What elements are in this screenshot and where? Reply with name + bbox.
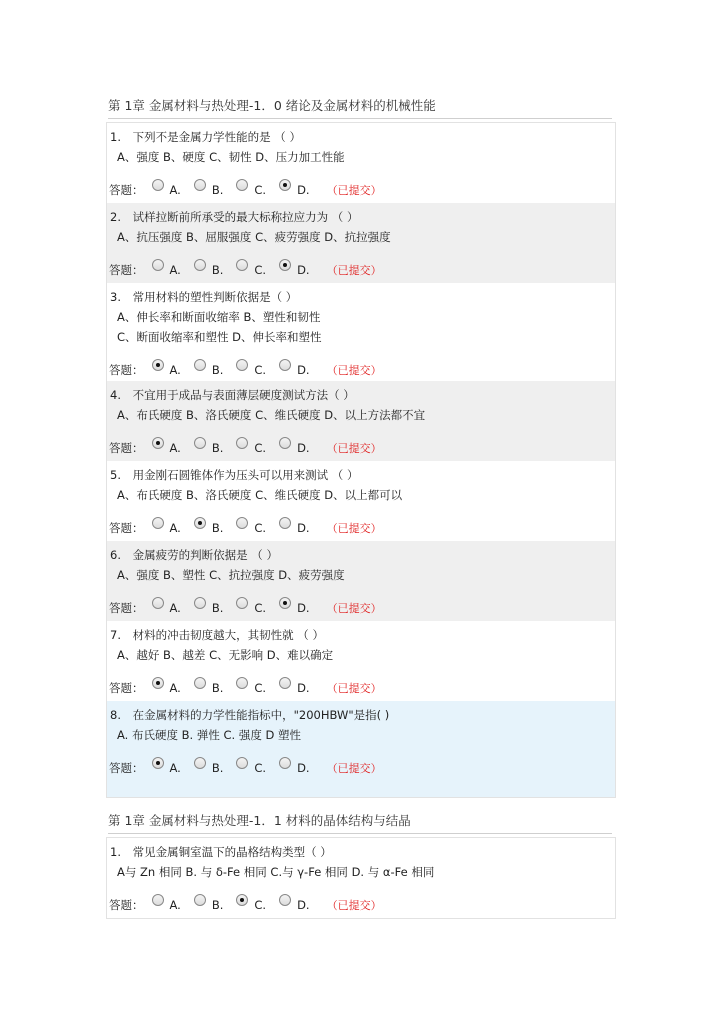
choice-letter: D. [297, 363, 310, 377]
choice-letter: A. [169, 681, 181, 695]
choice-a[interactable] [152, 521, 181, 535]
choice-a[interactable] [152, 681, 181, 695]
choice-letter: B. [211, 183, 224, 197]
question-stem [109, 842, 615, 862]
radio-button[interactable] [152, 757, 164, 769]
question-number: 2. [110, 210, 121, 224]
question-options: C、断面收缩率和塑性 D、伸长率和塑性 [117, 330, 322, 344]
answer-row [109, 167, 615, 201]
choice-d[interactable] [279, 601, 310, 615]
choice-letter: A. [169, 898, 181, 912]
radio-button[interactable] [194, 894, 206, 906]
answer-label: 答题： [109, 601, 144, 615]
submitted-status: （已提交） [326, 364, 382, 377]
question-item [107, 541, 615, 621]
radio-button[interactable] [152, 597, 164, 609]
radio-button[interactable] [152, 517, 164, 529]
answer-label: 答题： [109, 521, 144, 535]
choice-letter: D. [297, 183, 310, 197]
choice-a[interactable] [152, 601, 181, 615]
radio-button[interactable] [194, 597, 206, 609]
question-stem [109, 127, 615, 147]
choice-letter: C. [254, 601, 267, 615]
answer-label: 答题： [109, 363, 144, 377]
choice-a[interactable] [152, 441, 181, 455]
choice-b[interactable] [194, 441, 224, 455]
radio-button[interactable] [152, 894, 164, 906]
radio-button[interactable] [236, 597, 248, 609]
submitted-status: （已提交） [326, 522, 382, 535]
submitted-status: （已提交） [326, 602, 382, 615]
choice-b[interactable] [194, 681, 224, 695]
radio-button[interactable] [152, 437, 164, 449]
answer-row [109, 665, 615, 699]
radio-button[interactable] [279, 437, 291, 449]
choice-letter: A. [169, 521, 181, 535]
radio-button[interactable] [236, 179, 248, 191]
radio-button[interactable] [279, 677, 291, 689]
radio-button[interactable] [279, 359, 291, 371]
radio-button[interactable] [279, 179, 291, 191]
radio-button[interactable] [152, 179, 164, 191]
question-item [107, 283, 615, 381]
choice-letter: B. [211, 898, 224, 912]
choice-b[interactable] [194, 898, 224, 912]
choice-d[interactable] [279, 898, 310, 912]
radio-button[interactable] [236, 677, 248, 689]
question-text: 材料的冲击韧度越大，其韧性就 （ ） [128, 628, 324, 642]
choice-letter: C. [254, 681, 267, 695]
question-number: 6. [110, 548, 121, 562]
choice-a[interactable] [152, 183, 181, 197]
radio-button[interactable] [194, 359, 206, 371]
choice-a[interactable] [152, 898, 181, 912]
radio-button[interactable] [279, 894, 291, 906]
choice-letter: C. [254, 441, 267, 455]
question-text: 金属疲劳的判断依据是 （ ） [128, 548, 278, 562]
submitted-status: （已提交） [326, 682, 382, 695]
answer-row [109, 585, 615, 619]
choice-letter: A. [169, 441, 181, 455]
question-stem [109, 625, 615, 645]
question-options: A、强度 B、塑性 C、抗拉强度 D、疲劳强度 [117, 568, 345, 582]
choice-c[interactable] [236, 183, 266, 197]
answer-label: 答题： [109, 183, 144, 197]
question-item [107, 621, 615, 701]
choice-b[interactable] [194, 363, 224, 377]
choice-letter: B. [211, 681, 224, 695]
question-text: 用金刚石圆锥体作为压头可以用来测试 （ ） [128, 468, 359, 482]
answer-label: 答题： [109, 441, 144, 455]
question-number: 1. [110, 845, 121, 859]
question-list [106, 837, 616, 919]
choice-d[interactable] [279, 183, 310, 197]
choice-letter: D. [297, 898, 310, 912]
answer-label: 答题： [109, 898, 144, 912]
radio-button[interactable] [194, 179, 206, 191]
question-stem [109, 287, 615, 307]
radio-button[interactable] [236, 259, 248, 271]
choice-letter: D. [297, 263, 310, 277]
answer-row [109, 882, 615, 916]
choice-letter: C. [254, 521, 267, 535]
choice-b[interactable] [194, 521, 224, 535]
submitted-status: （已提交） [326, 264, 382, 277]
choice-letter: C. [254, 363, 267, 377]
answer-row [109, 425, 615, 459]
radio-button[interactable] [194, 757, 206, 769]
question-stem [109, 545, 615, 565]
choice-d[interactable] [279, 681, 310, 695]
choice-letter: B. [211, 441, 224, 455]
radio-button[interactable] [194, 517, 206, 529]
radio-button[interactable] [236, 894, 248, 906]
question-number: 5. [110, 468, 121, 482]
choice-d[interactable] [279, 761, 310, 775]
question-number: 1. [110, 130, 121, 144]
answer-label: 答题： [109, 681, 144, 695]
choice-a[interactable] [152, 761, 181, 775]
choice-letter: A. [169, 183, 181, 197]
choice-c[interactable] [236, 681, 266, 695]
section-title: 第 1章 金属材料与热处理-1．1 材料的晶体结构与结晶 [108, 811, 612, 834]
radio-button[interactable] [152, 259, 164, 271]
choice-letter: D. [297, 761, 310, 775]
answer-label: 答题： [109, 761, 144, 775]
question-text: 试样拉断前所承受的最大标称拉应力为 （ ） [128, 210, 359, 224]
radio-button[interactable] [279, 259, 291, 271]
choice-letter: B. [211, 601, 224, 615]
question-text: 常用材料的塑性判断依据是（ ） [128, 290, 298, 304]
question-text: 常见金属铜室温下的晶格结构类型（ ） [128, 845, 332, 859]
choice-letter: A. [169, 263, 181, 277]
choice-letter: D. [297, 521, 310, 535]
question-options: A、越好 B、越差 C、无影响 D、难以确定 [117, 648, 334, 662]
choice-letter: A. [169, 601, 181, 615]
question-number: 7. [110, 628, 121, 642]
question-stem [109, 705, 615, 725]
question-options: A、布氏硬度 B、洛氏硬度 C、维氏硬度 D、以上方法都不宜 [117, 408, 426, 422]
question-item [107, 381, 615, 461]
question-options: A与 Zn 相同 B. 与 δ-Fe 相同 C.与 γ-Fe 相同 D. 与 α-Fe 相同 [117, 865, 435, 879]
radio-button[interactable] [279, 517, 291, 529]
submitted-status: （已提交） [326, 762, 382, 775]
question-options: A、抗压强度 B、屈服强度 C、疲劳强度 D、抗拉强度 [117, 230, 391, 244]
question-text: 在金属材料的力学性能指标中，"200HBW"是指( ) [128, 708, 390, 722]
choice-b[interactable] [194, 761, 224, 775]
radio-button[interactable] [236, 437, 248, 449]
radio-button[interactable] [236, 757, 248, 769]
choice-letter: C. [254, 263, 267, 277]
choice-a[interactable] [152, 263, 181, 277]
choice-c[interactable] [236, 363, 266, 377]
choice-letter: A. [169, 363, 181, 377]
question-options: A、布氏硬度 B、洛氏硬度 C、维氏硬度 D、以上都可以 [117, 488, 403, 502]
question-text: 不宜用于成品与表面薄层硬度测试方法（ ） [128, 388, 355, 402]
question-item [107, 123, 615, 203]
choice-c[interactable] [236, 761, 266, 775]
radio-button[interactable] [194, 677, 206, 689]
section-title: 第 1章 金属材料与热处理-1．0 绪论及金属材料的机械性能 [108, 96, 612, 119]
choice-c[interactable] [236, 441, 266, 455]
answer-row [109, 347, 615, 381]
question-text: 下列不是金属力学性能的是 （ ） [128, 130, 301, 144]
choice-d[interactable] [279, 263, 310, 277]
answer-label: 答题： [109, 263, 144, 277]
radio-button[interactable] [152, 359, 164, 371]
choice-d[interactable] [279, 441, 310, 455]
choice-letter: D. [297, 601, 310, 615]
choice-d[interactable] [279, 363, 310, 377]
choice-letter: B. [211, 521, 224, 535]
choice-b[interactable] [194, 263, 224, 277]
radio-button[interactable] [194, 259, 206, 271]
choice-c[interactable] [236, 601, 266, 615]
question-options: A、强度 B、硬度 C、韧性 D、压力加工性能 [117, 150, 345, 164]
question-item [107, 701, 615, 797]
question-options: A、伸长率和断面收缩率 B、塑性和韧性 [117, 310, 321, 324]
answer-row [109, 745, 615, 779]
choice-b[interactable] [194, 601, 224, 615]
choice-letter: A. [169, 761, 181, 775]
submitted-status: （已提交） [326, 899, 382, 912]
choice-letter: B. [211, 761, 224, 775]
radio-button[interactable] [236, 359, 248, 371]
radio-button[interactable] [279, 757, 291, 769]
question-stem [109, 207, 615, 227]
choice-a[interactable] [152, 363, 181, 377]
submitted-status: （已提交） [326, 184, 382, 197]
choice-c[interactable] [236, 521, 266, 535]
choice-d[interactable] [279, 521, 310, 535]
question-number: 8. [110, 708, 121, 722]
choice-letter: D. [297, 681, 310, 695]
question-options: A. 布氏硬度 B. 弹性 C. 强度 D 塑性 [117, 728, 301, 742]
answer-row [109, 505, 615, 539]
question-number: 3. [110, 290, 121, 304]
radio-button[interactable] [194, 437, 206, 449]
choice-letter: D. [297, 441, 310, 455]
answer-row [109, 247, 615, 281]
choice-c[interactable] [236, 898, 266, 912]
radio-button[interactable] [279, 597, 291, 609]
choice-b[interactable] [194, 183, 224, 197]
question-stem [109, 465, 615, 485]
question-stem [109, 385, 615, 405]
submitted-status: （已提交） [326, 442, 382, 455]
choice-c[interactable] [236, 263, 266, 277]
question-number: 4. [110, 388, 121, 402]
radio-button[interactable] [236, 517, 248, 529]
choice-letter: C. [254, 761, 267, 775]
radio-button[interactable] [152, 677, 164, 689]
question-list [106, 122, 616, 798]
choice-letter: B. [211, 263, 224, 277]
choice-letter: C. [254, 898, 267, 912]
question-item [107, 461, 615, 541]
choice-letter: C. [254, 183, 267, 197]
question-item [107, 203, 615, 283]
choice-letter: B. [211, 363, 224, 377]
question-item [107, 838, 615, 918]
